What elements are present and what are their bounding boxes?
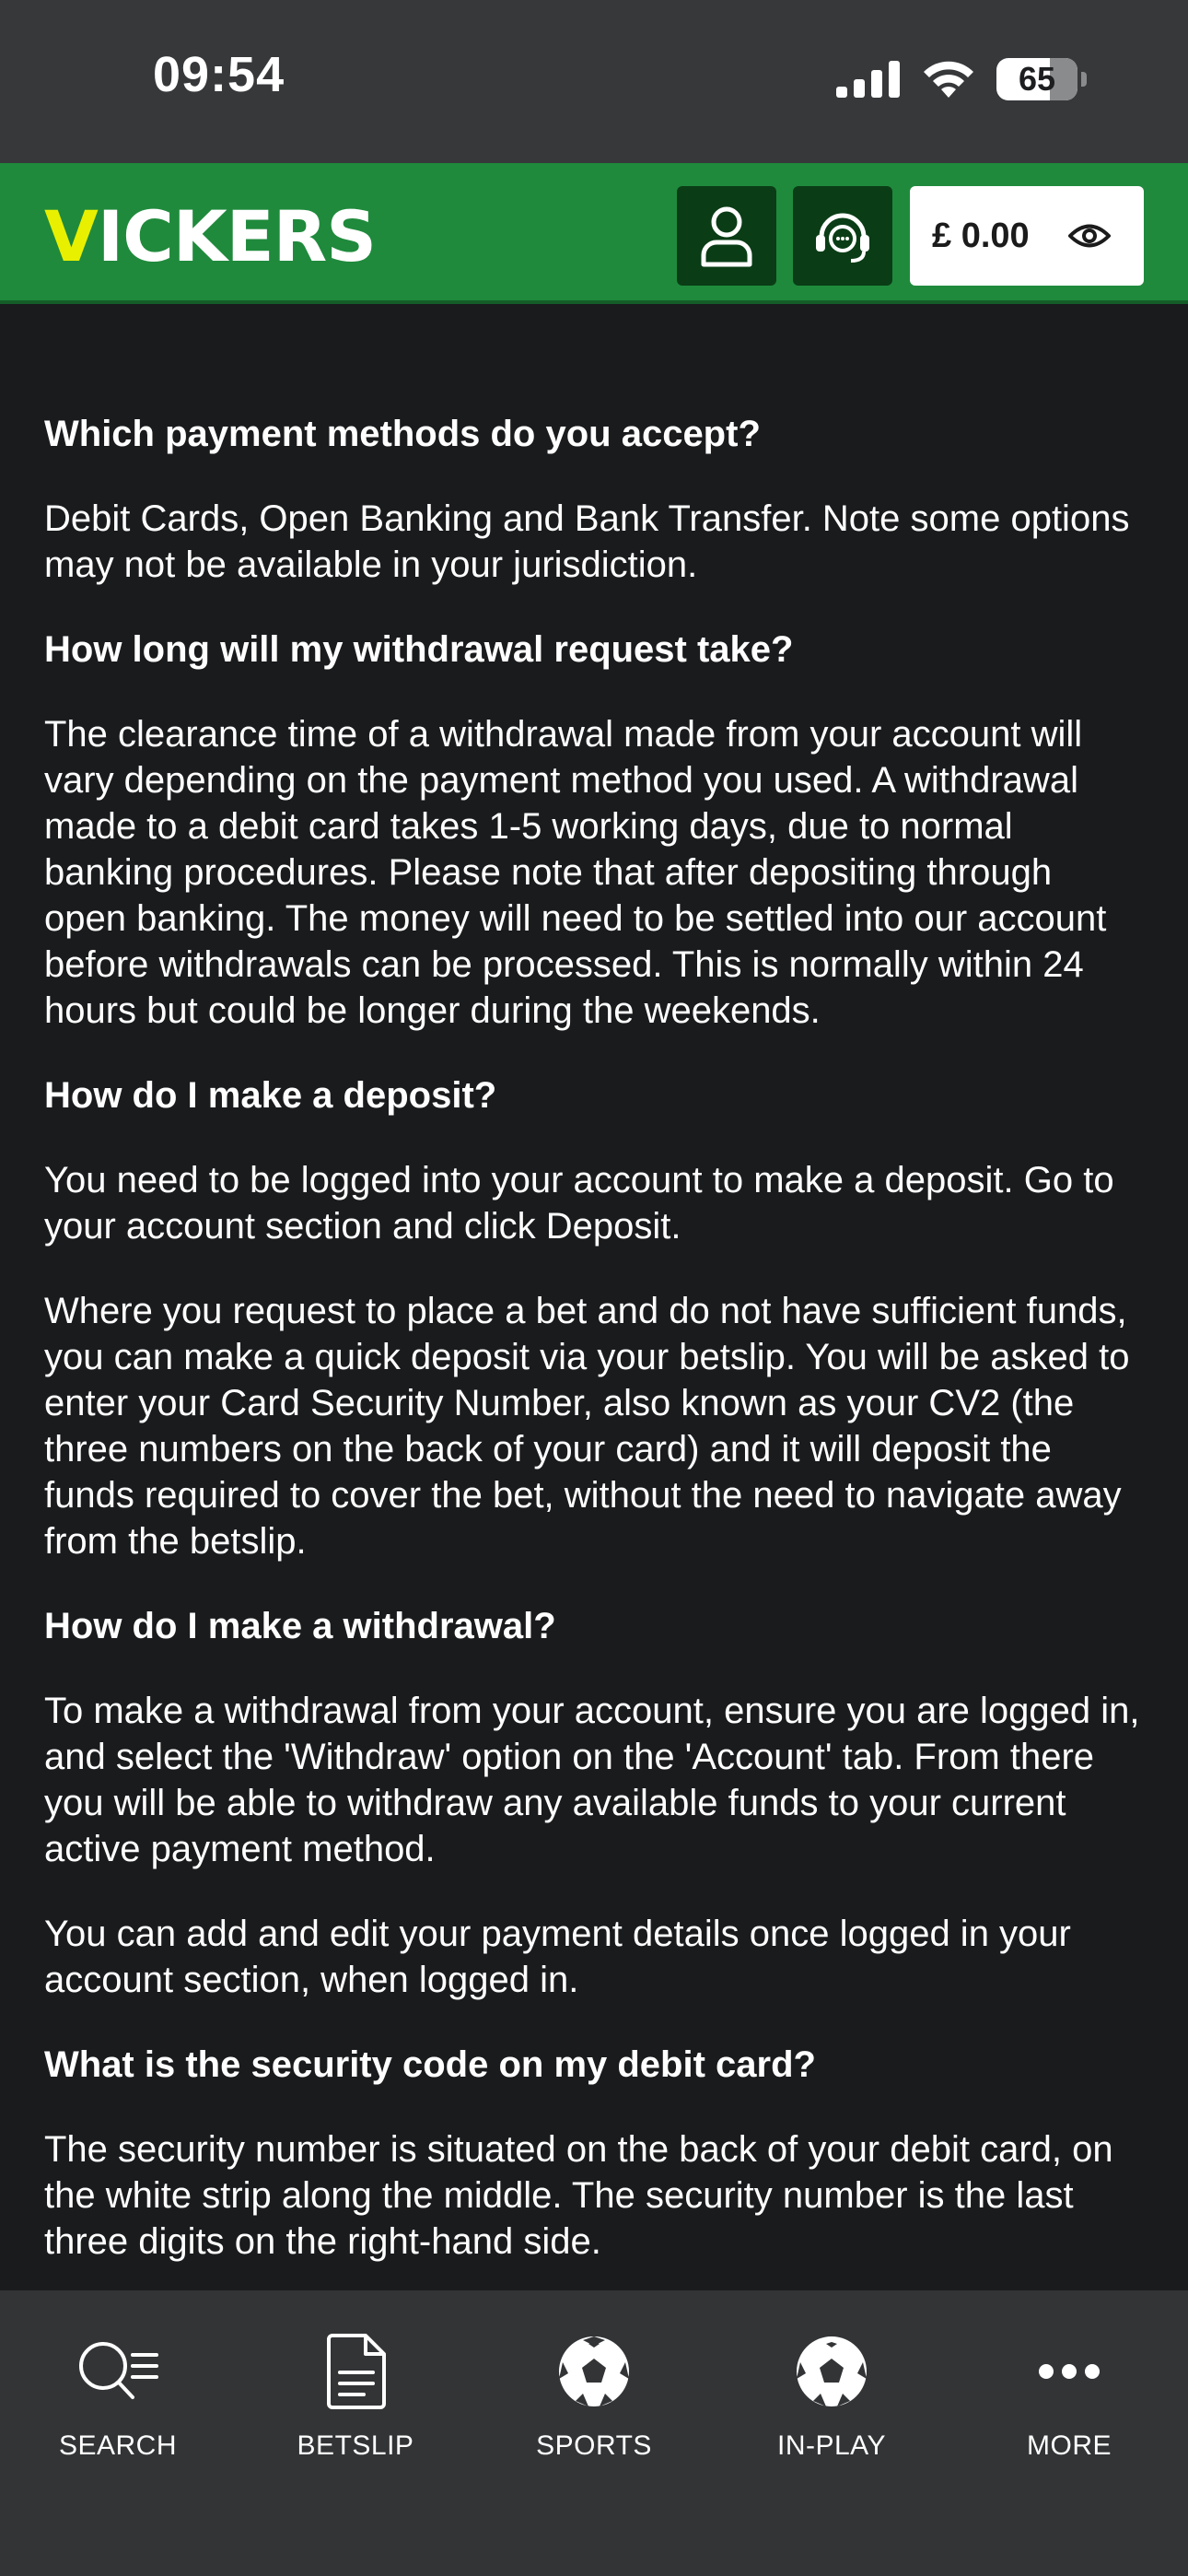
nav-label: BETSLIP — [297, 2430, 414, 2461]
faq-answer: The clearance time of a withdrawal made from your account will vary depending on the payment method you used. A withdrawal made to a debit card takes 1-5 working days, due to normal banking procedures. Please note that after depositing through open banking. The money will need to be settled into our account before withdrawals can be processed. This is normally within 24 hours but could be longer during the weekends. — [44, 714, 1107, 1031]
nav-sports[interactable] — [502, 2325, 686, 2462]
faq-answer: The security number is situated on the back of your debit card, on the white strip along the middle. The security number is the last three digits on the right-hand side. — [44, 2129, 1113, 2262]
faq-question: What is the security code on my debit card? — [44, 2044, 816, 2085]
faq-answer: You can add and edit your payment details once logged in your account section, when logged in. — [44, 1914, 1071, 2000]
logo-v: V — [44, 195, 98, 277]
faq-question: How long will my withdrawal request take? — [44, 629, 794, 670]
football-icon — [793, 2333, 870, 2410]
document-icon — [323, 2332, 388, 2411]
app-header — [0, 163, 1188, 304]
bottom-nav — [0, 2290, 1188, 2576]
faq-answer: To make a withdrawal from your account, ensure you are logged in, and select the 'Withdraw' option on the 'Account' tab. From there you will be able to withdraw any available funds to your current active payment method. — [44, 1691, 1140, 1869]
faq-question: Which payment methods do you accept? — [44, 414, 761, 454]
wifi-icon — [921, 59, 976, 100]
headset-icon — [810, 204, 875, 268]
account-button[interactable] — [677, 186, 776, 286]
faq-answer: Debit Cards, Open Banking and Bank Transfer. Note some options may not be available in your jurisdiction. — [44, 498, 1130, 585]
nav-label: IN-PLAY — [777, 2430, 886, 2461]
user-icon — [699, 204, 754, 268]
faq-content[interactable] — [0, 304, 1188, 2290]
faq-answer: You need to be logged into your account to make a deposit. Go to your account section and click Deposit. — [44, 1160, 1114, 1247]
nav-search[interactable] — [26, 2325, 210, 2462]
signal-icon — [836, 61, 901, 98]
balance-button[interactable] — [910, 186, 1144, 286]
faq-question: How do I make a withdrawal? — [44, 1606, 556, 1646]
more-dots-icon — [1037, 2362, 1101, 2381]
eye-icon[interactable] — [1068, 222, 1111, 250]
faq-question: How do I make a deposit? — [44, 1075, 497, 1116]
nav-more[interactable] — [977, 2325, 1161, 2462]
battery-indicator — [996, 58, 1077, 100]
battery-nub — [1081, 72, 1087, 87]
search-list-icon — [74, 2335, 162, 2408]
nav-label: SEARCH — [58, 2430, 178, 2461]
status-icons — [836, 57, 1087, 101]
battery-level: 65 — [1018, 60, 1056, 98]
balance-amount: £ 0.00 — [932, 216, 1030, 255]
nav-label: MORE — [1027, 2430, 1112, 2461]
nav-in-play[interactable] — [740, 2325, 924, 2462]
logo-rest: ICKERS — [97, 195, 376, 277]
status-bar — [0, 0, 1188, 163]
vickers-logo[interactable] — [44, 195, 376, 277]
faq-answer: Where you request to place a bet and do not have sufficient funds, you can make a quick deposit via your betslip. You will be asked to enter your Card Security Number, also known as your CV2 (the three numbers on the back of your card) and it will deposit the funds required to cover the bet, without the need to navigate away from the betslip. — [44, 1291, 1130, 1562]
nav-label: SPORTS — [536, 2430, 652, 2461]
nav-betslip[interactable] — [263, 2325, 448, 2462]
football-icon — [555, 2333, 633, 2410]
support-button[interactable] — [793, 186, 892, 286]
status-time: 09:54 — [153, 47, 285, 102]
